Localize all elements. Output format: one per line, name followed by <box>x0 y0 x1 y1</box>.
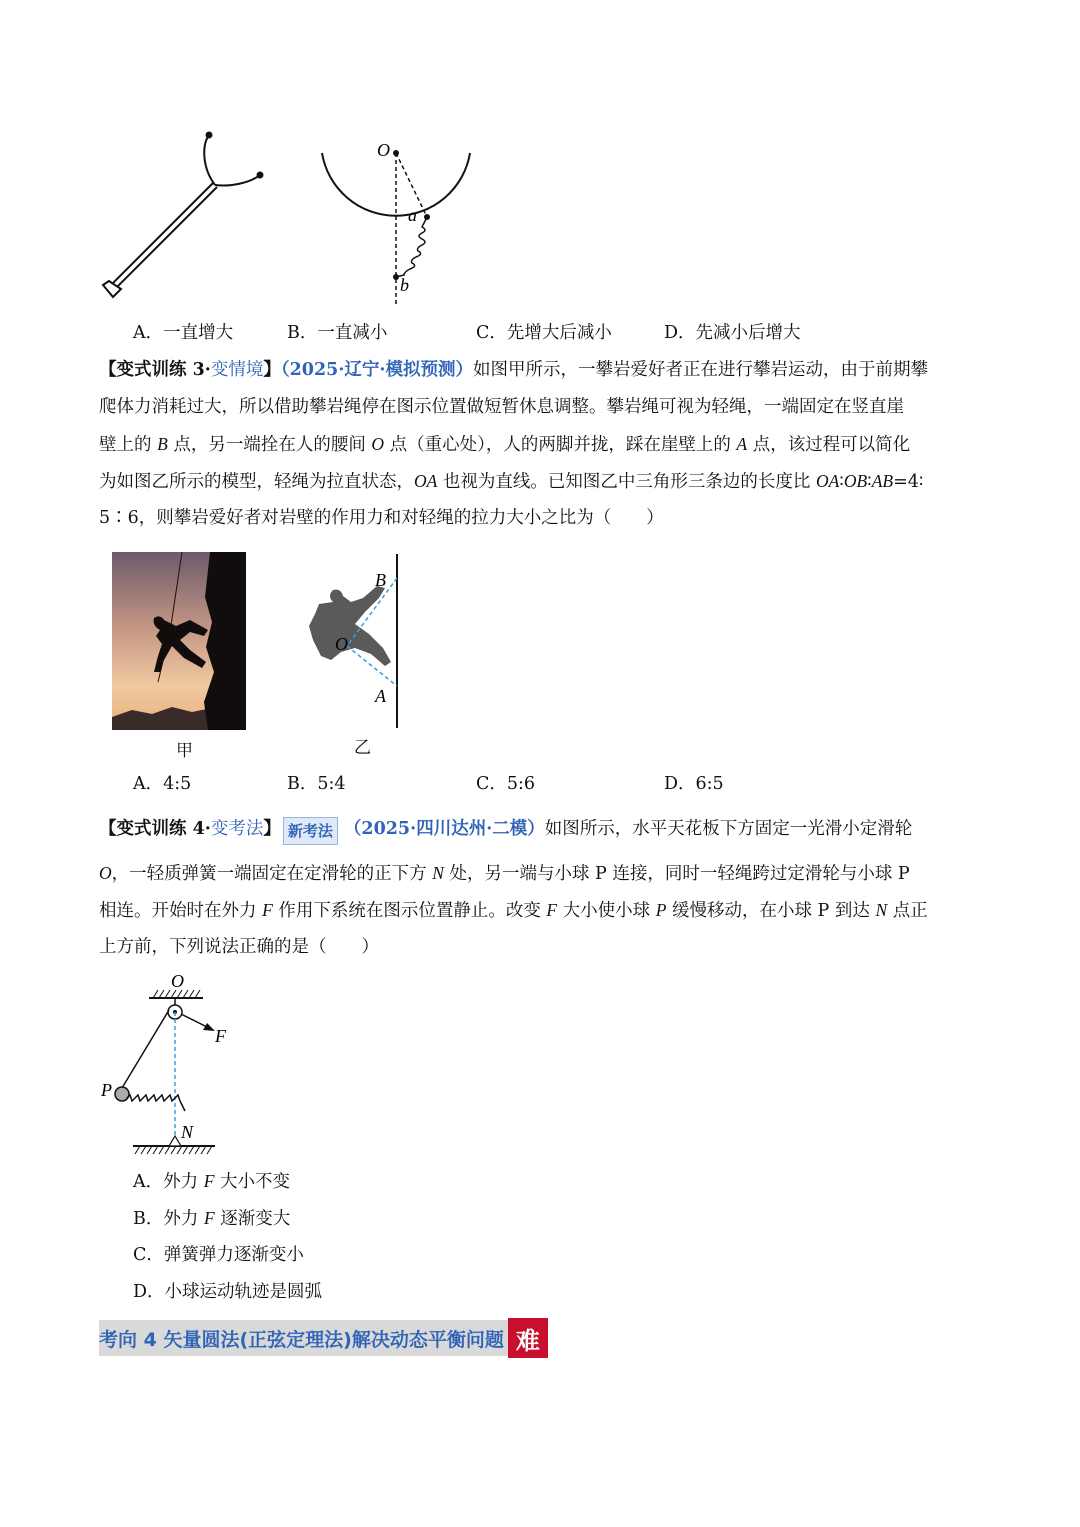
q3-bracket-close: 】 <box>263 360 281 380</box>
var-n: N <box>432 863 444 883</box>
q3-option-d: D．6:5 <box>664 774 724 794</box>
q4-tag: 变考法 <box>210 819 264 839</box>
label-b: b <box>400 275 409 295</box>
q2-option-d: D．先减小后增大 <box>664 323 801 343</box>
q4-bracket-close: 】 <box>263 819 281 839</box>
text: 处，另一端与小球 P 连接，同时一轻绳跨过定滑轮与小球 P <box>443 864 910 884</box>
q3-option-a: A．4:5 <box>133 774 192 794</box>
var-f: F <box>203 1171 215 1191</box>
label-o: O <box>171 971 184 991</box>
text: ∶ <box>867 472 872 492</box>
stick-hook-figure <box>95 125 275 305</box>
var-f: F <box>546 900 558 920</box>
q4-option-b <box>133 1206 290 1231</box>
new-method-badge: 新考法 <box>283 817 338 845</box>
text: 点，该过程可以简化 <box>747 435 911 455</box>
label-a: a <box>408 205 417 225</box>
label-o: O <box>335 634 348 654</box>
text: 大小使小球 <box>557 901 656 921</box>
q3-bracket-open: 【变式训练 3· <box>99 360 211 380</box>
q3-line-1 <box>99 358 928 382</box>
text: B．外力 <box>133 1209 204 1229</box>
q3-line-2: 爬体力消耗过大，所以借助攀岩绳停在图示位置做短暂休息调整。攀岩绳可视为轻绳，一端固定在竖直崖 <box>99 397 904 417</box>
text: 点，另一端拴在人的腰间 <box>167 435 372 455</box>
var-o: O <box>99 863 112 883</box>
var-p: P <box>655 900 667 920</box>
label-n: N <box>181 1122 194 1142</box>
caption-jia: 甲 <box>176 741 193 761</box>
pulley-spring-figure <box>95 970 235 1160</box>
q3-line-3 <box>99 432 910 457</box>
climber-photo <box>112 552 246 730</box>
q4-line-2 <box>99 861 910 886</box>
climber-model-figure <box>295 550 405 730</box>
var-f: F <box>262 900 273 920</box>
q3-tag: 变情境 <box>210 360 264 380</box>
q3-option-c: C．5:6 <box>476 774 536 794</box>
var-oa: OA <box>815 471 840 491</box>
var-oa: OA <box>414 471 438 491</box>
var-a: A <box>736 434 748 454</box>
label-p: P <box>101 1080 112 1100</box>
label-b: B <box>375 570 386 590</box>
var-o: O <box>371 434 385 454</box>
text: 为如图乙所示的模型，轻绳为拉直状态， <box>99 472 414 492</box>
label-f: F <box>215 1026 226 1046</box>
q2-option-b: B．一直减小 <box>287 323 388 343</box>
q2-option-c: C．先增大后减小 <box>476 323 612 343</box>
var-b: B <box>157 434 168 454</box>
text: 作用下系统在图示位置静止。改变 <box>272 901 547 921</box>
var-ob: OB <box>843 471 868 491</box>
section-heading <box>99 1320 548 1356</box>
var-ab: AB <box>871 471 894 491</box>
bowl-spring-figure <box>310 135 485 310</box>
q4-line-1 <box>99 815 912 843</box>
label-a: A <box>375 686 386 706</box>
q3-line1-text: 如图甲所示，一攀岩爱好者正在进行攀岩运动，由于前期攀 <box>473 360 929 380</box>
text: 也视为直线。已知图乙中三角形三条边的长度比 <box>437 472 816 492</box>
label-o: O <box>377 140 390 160</box>
text: 点正 <box>887 901 928 921</box>
q4-bracket-open: 【变式训练 4· <box>99 819 211 839</box>
var-f: F <box>203 1208 215 1228</box>
text: =4∶ <box>893 472 924 492</box>
var-n: N <box>875 900 888 920</box>
q4-line1-text: 如图所示，水平天花板下方固定一光滑小定滑轮 <box>544 819 913 839</box>
text: ∶ <box>839 472 844 492</box>
caption-yi: 乙 <box>354 738 371 758</box>
text: 点（重心处），人的两脚并拢，踩在崖壁上的 <box>384 435 737 455</box>
text: 大小不变 <box>214 1172 290 1192</box>
text: 缓慢移动，在小球 P 到达 <box>666 901 876 921</box>
q4-line-3 <box>99 898 928 923</box>
section-title: 考向 4 矢量圆法(正弦定理法)解决动态平衡问题 <box>99 1320 508 1356</box>
q3-source: （2025·辽宁·模拟预测） <box>280 360 474 380</box>
q3-line-5: 5∶6，则攀岩爱好者对岩壁的作用力和对轻绳的拉力大小之比为（ ） <box>99 508 664 528</box>
text: ，一轻质弹簧一端固定在定滑轮的正下方 <box>111 864 433 884</box>
q3-line-4 <box>99 469 923 494</box>
text: A．外力 <box>133 1172 204 1192</box>
text: 壁上的 <box>99 435 158 455</box>
text: 逐渐变大 <box>214 1209 291 1229</box>
q4-option-a <box>133 1169 290 1194</box>
difficulty-badge: 难 <box>508 1318 548 1358</box>
q4-line-4: 上方前，下列说法正确的是（ ） <box>99 937 379 957</box>
q4-option-d: D．小球运动轨迹是圆弧 <box>133 1282 323 1302</box>
q3-option-b: B．5:4 <box>287 774 346 794</box>
text: 相连。开始时在外力 <box>99 901 263 921</box>
q2-option-a: A．一直增大 <box>133 323 234 343</box>
q4-source: （2025·四川达州·二模） <box>343 819 545 839</box>
q4-option-c: C．弹簧弹力逐渐变小 <box>133 1245 304 1265</box>
